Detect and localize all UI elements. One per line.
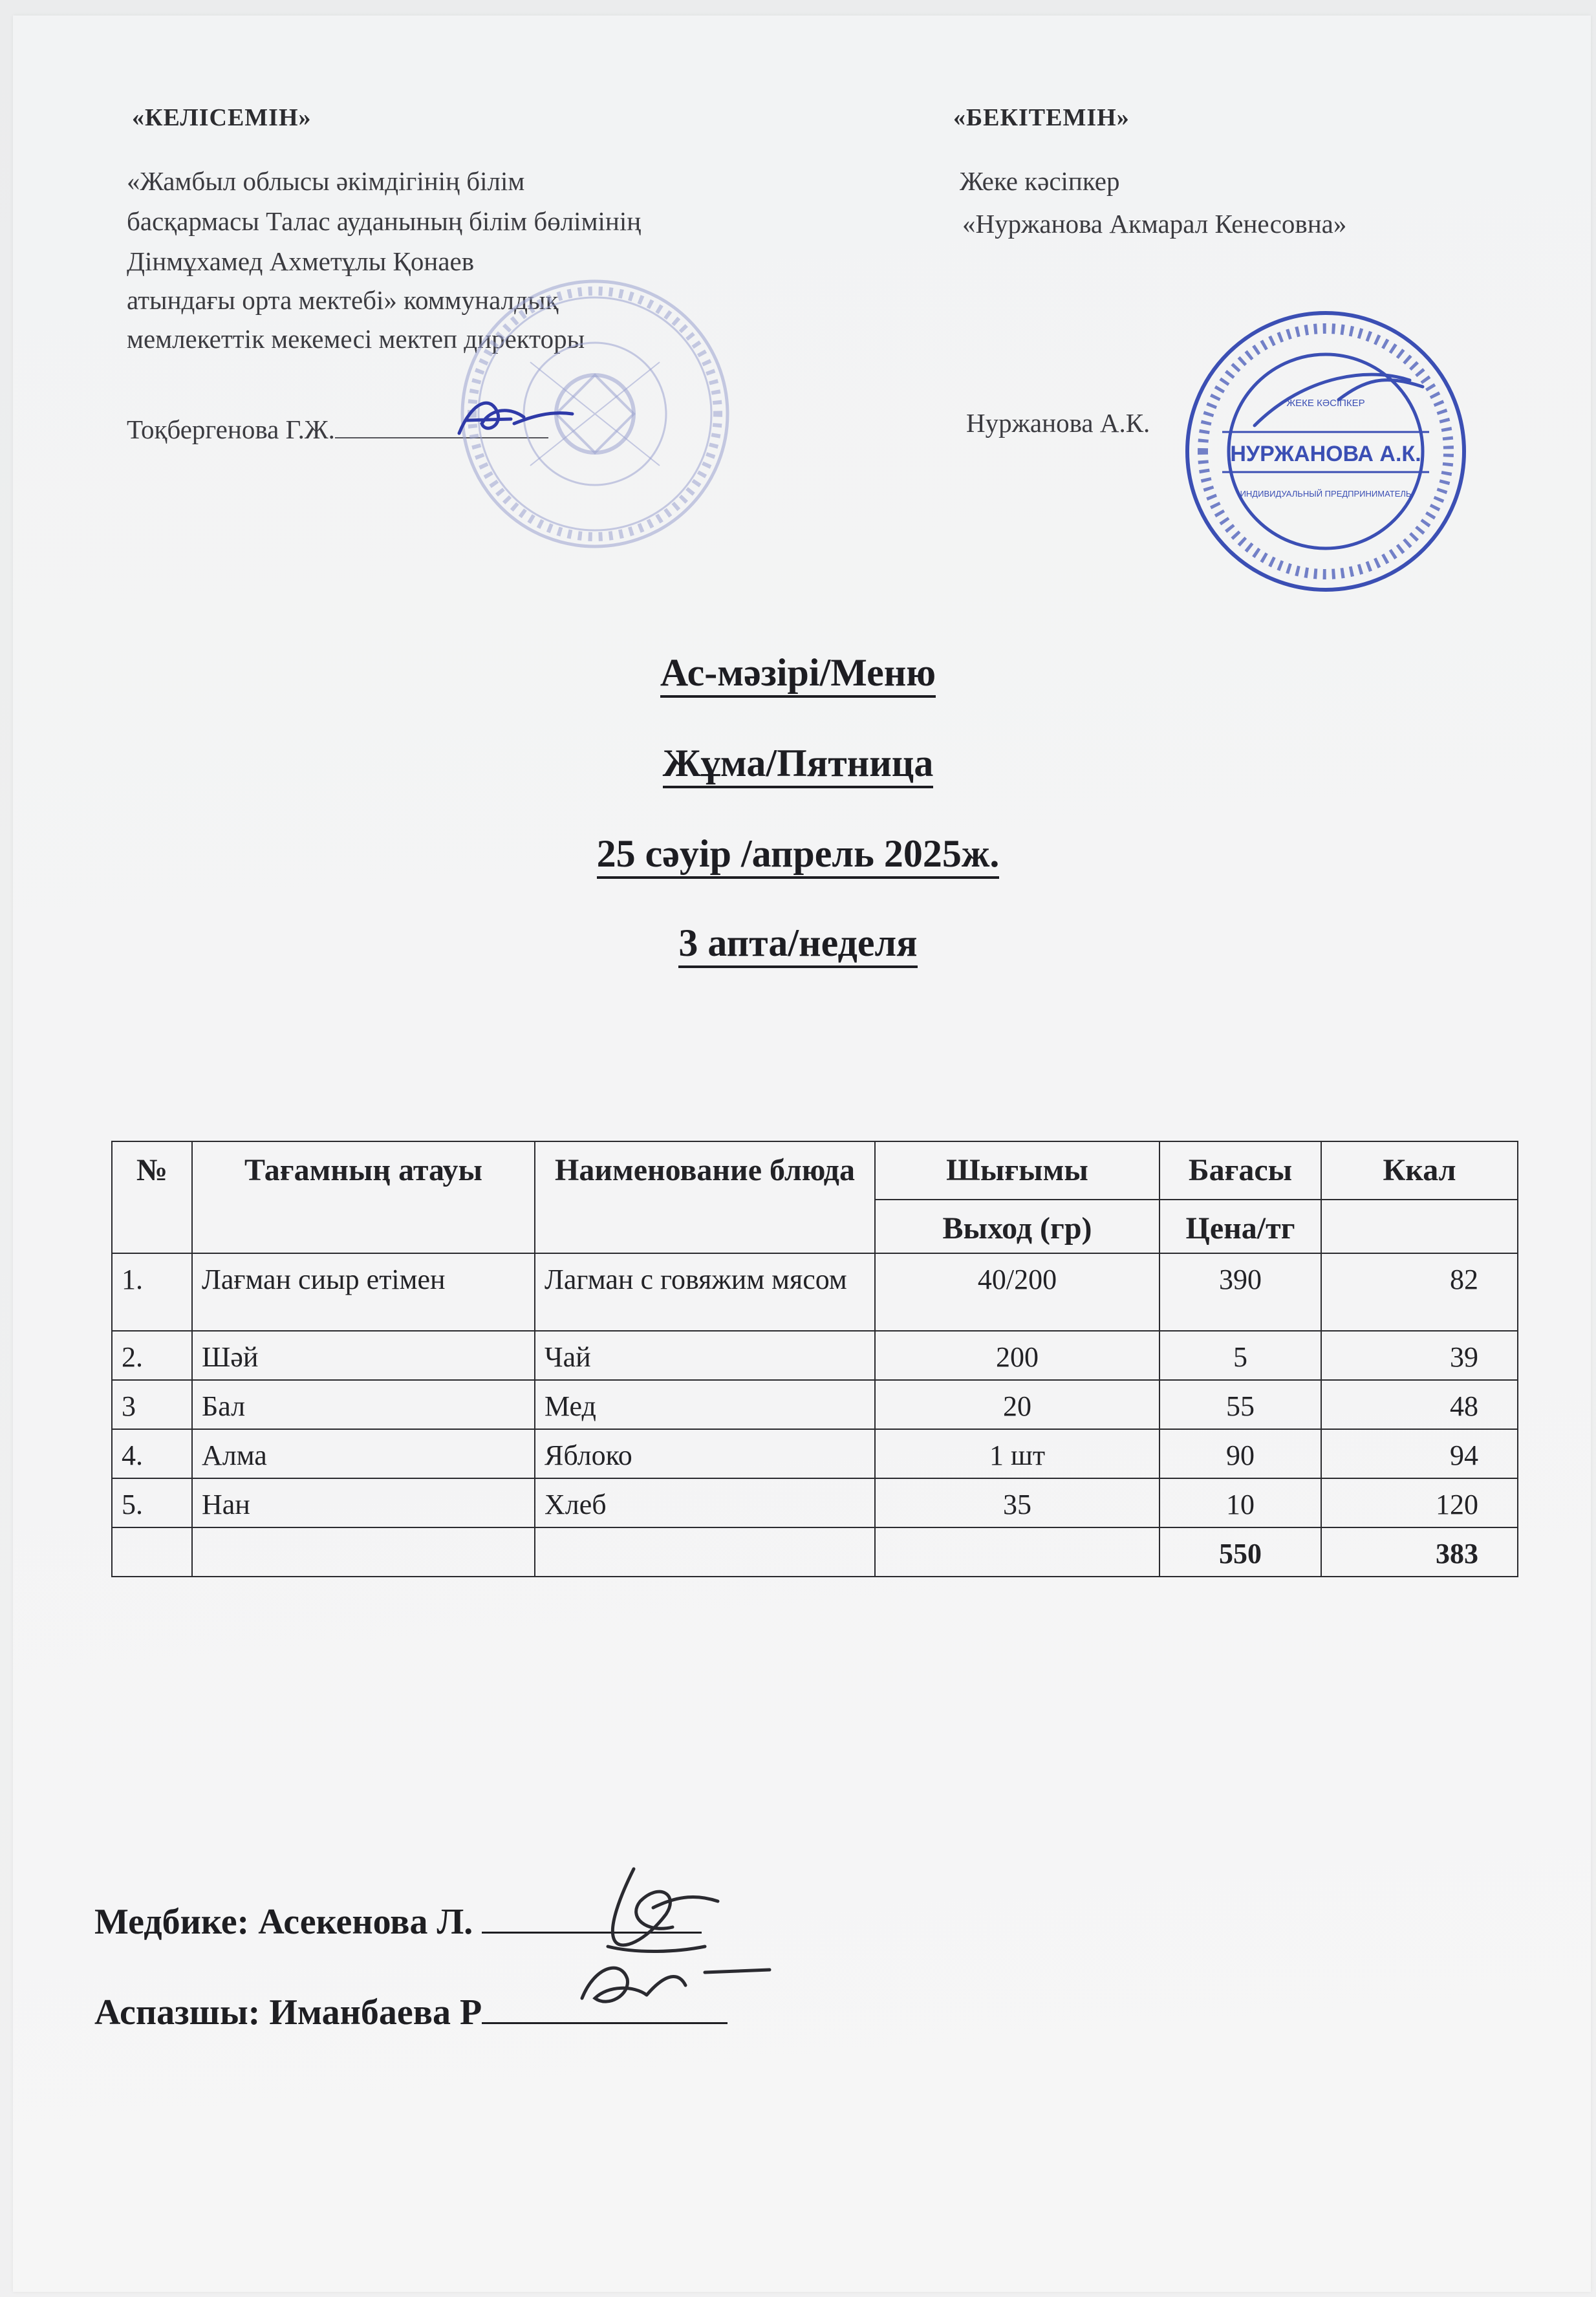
col-header-kcal-empty bbox=[1321, 1200, 1518, 1253]
cook-signature bbox=[556, 1947, 789, 2031]
approval-left-signer-name: Тоқбергенова Г.Ж. bbox=[127, 415, 335, 444]
row-output: 1 шт bbox=[875, 1429, 1159, 1478]
row-name-kz: Лағман сиыр етімен bbox=[192, 1253, 535, 1331]
row-price: 390 bbox=[1159, 1253, 1321, 1331]
director-signature bbox=[453, 388, 582, 446]
col-header-output-kz: Шығымы bbox=[875, 1141, 1159, 1200]
row-name-kz: Нан bbox=[192, 1478, 535, 1527]
menu-title: Ас-мәзірі/Меню bbox=[0, 651, 1596, 695]
total-price: 550 bbox=[1159, 1527, 1321, 1577]
approval-left-line: мемлекеттік мекемесі мектеп директоры bbox=[127, 324, 585, 354]
total-empty bbox=[192, 1527, 535, 1577]
table-total-row bbox=[112, 1527, 1518, 1577]
menu-table bbox=[111, 1141, 1518, 1577]
row-name-ru: Яблоко bbox=[535, 1429, 875, 1478]
row-no: 2. bbox=[112, 1331, 192, 1380]
approval-left-line: атындағы орта мектебі» коммуналдық bbox=[127, 285, 559, 315]
row-price: 10 bbox=[1159, 1478, 1321, 1527]
stamp-center-text: НУРЖАНОВА А.К. bbox=[1230, 442, 1421, 466]
row-kcal: 82 bbox=[1321, 1253, 1518, 1331]
row-name-ru: Чай bbox=[535, 1331, 875, 1380]
row-price: 90 bbox=[1159, 1429, 1321, 1478]
row-no: 4. bbox=[112, 1429, 192, 1478]
week-title: 3 апта/неделя bbox=[0, 921, 1596, 965]
col-header-name-kz: Тағамның атауы bbox=[192, 1141, 535, 1253]
stamp-top-text: ЖЕКЕ КӘСІПКЕР bbox=[1286, 398, 1365, 409]
date-title: 25 сәуір /апрель 2025ж. bbox=[0, 832, 1596, 876]
total-empty bbox=[875, 1527, 1159, 1577]
total-kcal: 383 bbox=[1321, 1527, 1518, 1577]
approval-left-line: «Жамбыл облысы әкімдігінің білім bbox=[127, 166, 525, 196]
col-header-name-ru: Наименование блюда bbox=[535, 1141, 875, 1253]
row-output: 200 bbox=[875, 1331, 1159, 1380]
row-name-kz: Алма bbox=[192, 1429, 535, 1478]
total-empty bbox=[112, 1527, 192, 1577]
approval-left-line: Дінмұхамед Ахметұлы Қонаев bbox=[127, 246, 475, 276]
row-kcal: 48 bbox=[1321, 1380, 1518, 1429]
col-header-kcal: Ккал bbox=[1321, 1141, 1518, 1200]
approval-right-line: «Нуржанова Акмарал Кенесовна» bbox=[962, 209, 1347, 239]
row-output: 20 bbox=[875, 1380, 1159, 1429]
row-no: 5. bbox=[112, 1478, 192, 1527]
approval-left-line: басқармасы Талас ауданының білім бөлімінің bbox=[127, 206, 642, 236]
row-output: 35 bbox=[875, 1478, 1159, 1527]
approval-right-title: «БЕКІТЕМІН» bbox=[953, 104, 1130, 131]
table-row bbox=[112, 1478, 1518, 1527]
total-empty bbox=[535, 1527, 875, 1577]
row-kcal: 39 bbox=[1321, 1331, 1518, 1380]
table-row bbox=[112, 1380, 1518, 1429]
table-header-row bbox=[112, 1141, 1518, 1200]
cook-label: Аспазшы: Иманбаева Р bbox=[94, 1992, 482, 2033]
row-kcal: 94 bbox=[1321, 1429, 1518, 1478]
nurse-label: Медбике: Асекенова Л. bbox=[94, 1902, 473, 1942]
col-header-price-kz: Бағасы bbox=[1159, 1141, 1321, 1200]
row-kcal: 120 bbox=[1321, 1478, 1518, 1527]
table-row bbox=[112, 1331, 1518, 1380]
table-row bbox=[112, 1429, 1518, 1478]
row-name-ru: Мед bbox=[535, 1380, 875, 1429]
row-name-kz: Шәй bbox=[192, 1331, 535, 1380]
row-output: 40/200 bbox=[875, 1253, 1159, 1331]
approval-right-signer: Нуржанова А.К. bbox=[966, 408, 1150, 438]
row-name-ru: Лагман с говяжим мясом bbox=[535, 1253, 875, 1331]
approval-right-line: Жеке кәсіпкер bbox=[960, 166, 1120, 196]
col-header-price-ru: Цена/тг bbox=[1159, 1200, 1321, 1253]
row-price: 5 bbox=[1159, 1331, 1321, 1380]
row-no: 3 bbox=[112, 1380, 192, 1429]
col-header-output-ru: Выход (гр) bbox=[875, 1200, 1159, 1253]
col-header-no: № bbox=[112, 1141, 192, 1253]
approval-left-title: «КЕЛІСЕМІН» bbox=[132, 104, 312, 131]
stamp-bottom-text: ИНДИВИДУАЛЬНЫЙ ПРЕДПРИНИМАТЕЛЬ bbox=[1240, 489, 1412, 499]
weekday-title: Жұма/Пятница bbox=[0, 741, 1596, 786]
entrepreneur-stamp bbox=[1177, 303, 1474, 600]
row-name-kz: Бал bbox=[192, 1380, 535, 1429]
table-row bbox=[112, 1253, 1518, 1331]
row-price: 55 bbox=[1159, 1380, 1321, 1429]
row-name-ru: Хлеб bbox=[535, 1478, 875, 1527]
row-no: 1. bbox=[112, 1253, 192, 1331]
